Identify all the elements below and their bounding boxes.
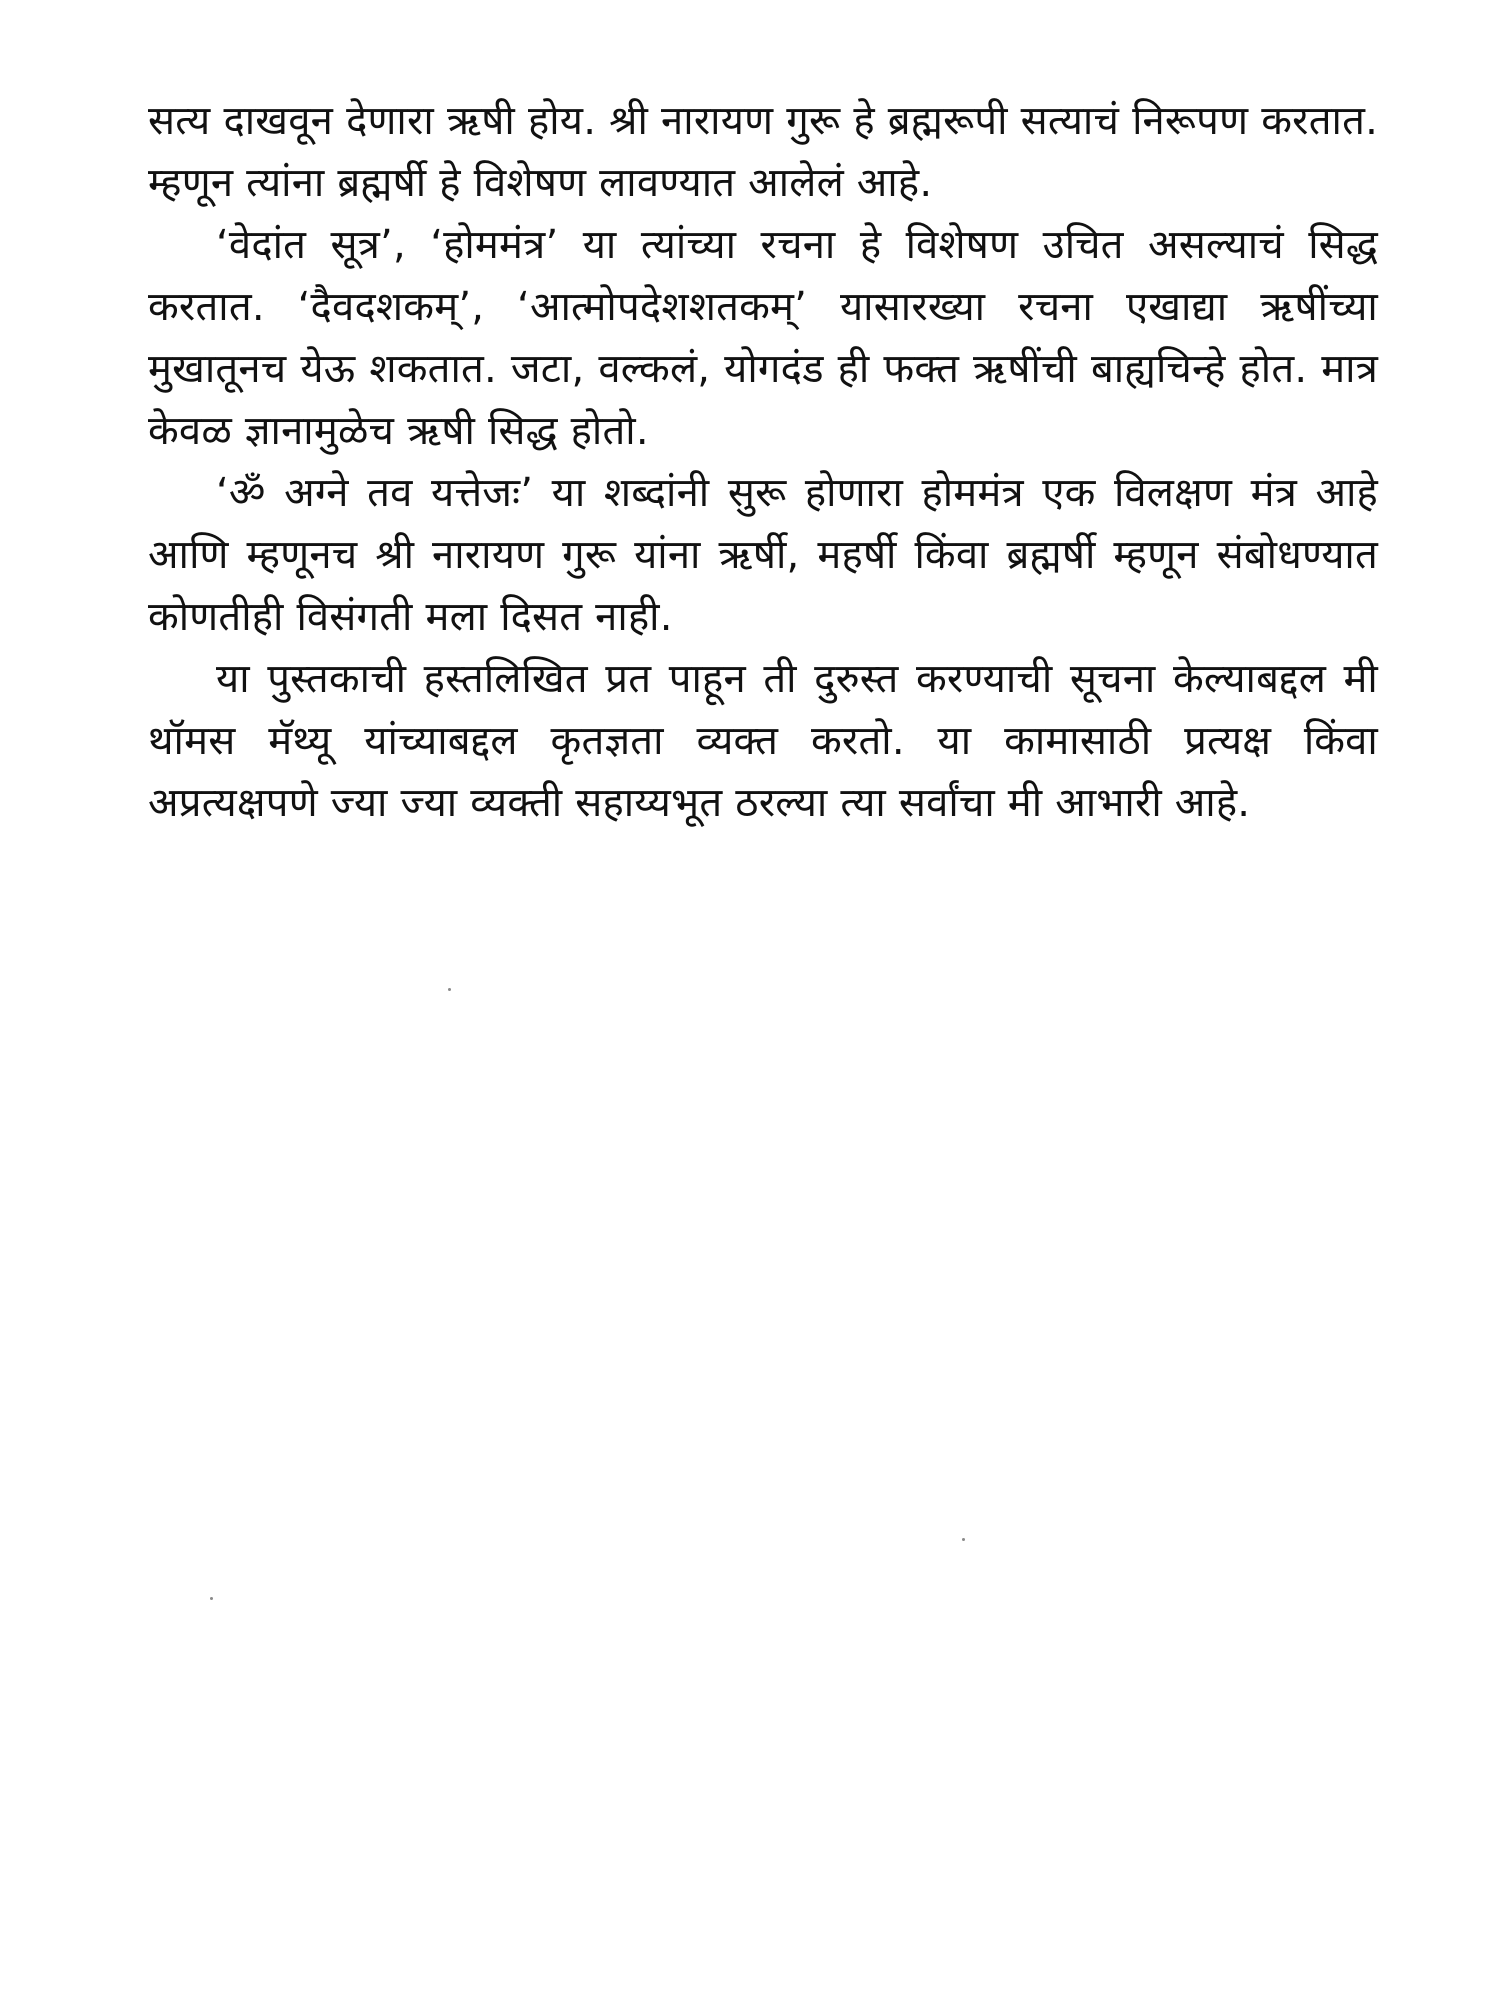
- paragraph-1: सत्य दाखवून देणारा ऋषी होय. श्री नारायण गुरू हे ब्रह्मरूपी सत्याचं निरूपण करतात. म्हणून त्यांना ब्रह्मर्षी हे विशेषण लावण्यात आलेलं आहे.: [148, 98, 1378, 206]
- paragraph-4: या पुस्तकाची हस्तलिखित प्रत पाहून ती दुरुस्त करण्याची सूचना केल्याबद्दल मी थॉमस मॅथ्यू यांच्याबद्दल कृतज्ञता व्यक्त करतो. या कामासाठी प्रत्यक्ष किंवा अप्रत्यक्षपणे ज्या ज्या व्यक्ती सहाय्यभूत ठरल्या त्या सर्वांचा मी आभारी आहे.: [148, 656, 1378, 826]
- scan-speck: [962, 1538, 965, 1541]
- scan-speck: [448, 988, 451, 991]
- paragraph-3: ‘ॐ अग्ने तव यत्तेजः’ या शब्दांनी सुरू होणारा होममंत्र एक विलक्षण मंत्र आहे आणि म्हणूनच श्री नारायण गुरू यांना ऋर्षी, महर्षी किंवा ब्रह्मर्षी म्हणून संबोधण्यात कोणतीही विसंगती मला दिसत नाही.: [148, 470, 1378, 640]
- scan-speck: [210, 1597, 213, 1600]
- body-text: [148, 90, 1378, 834]
- paragraph-2: ‘वेदांत सूत्र’, ‘होममंत्र’ या त्यांच्या रचना हे विशेषण उचित असल्याचं सिद्ध करतात. ‘दैवदशकम्’, ‘आत्मोपदेशशतकम्’ यासारख्या रचना एखाद्या ऋषींच्या मुखातूनच येऊ शकतात. जटा, वल्कलं, योगदंड ही फक्त ऋषींची बाह्यचिन्हे होत. मात्र केवळ ज्ञानामुळेच ऋषी सिद्ध होतो.: [148, 222, 1378, 454]
